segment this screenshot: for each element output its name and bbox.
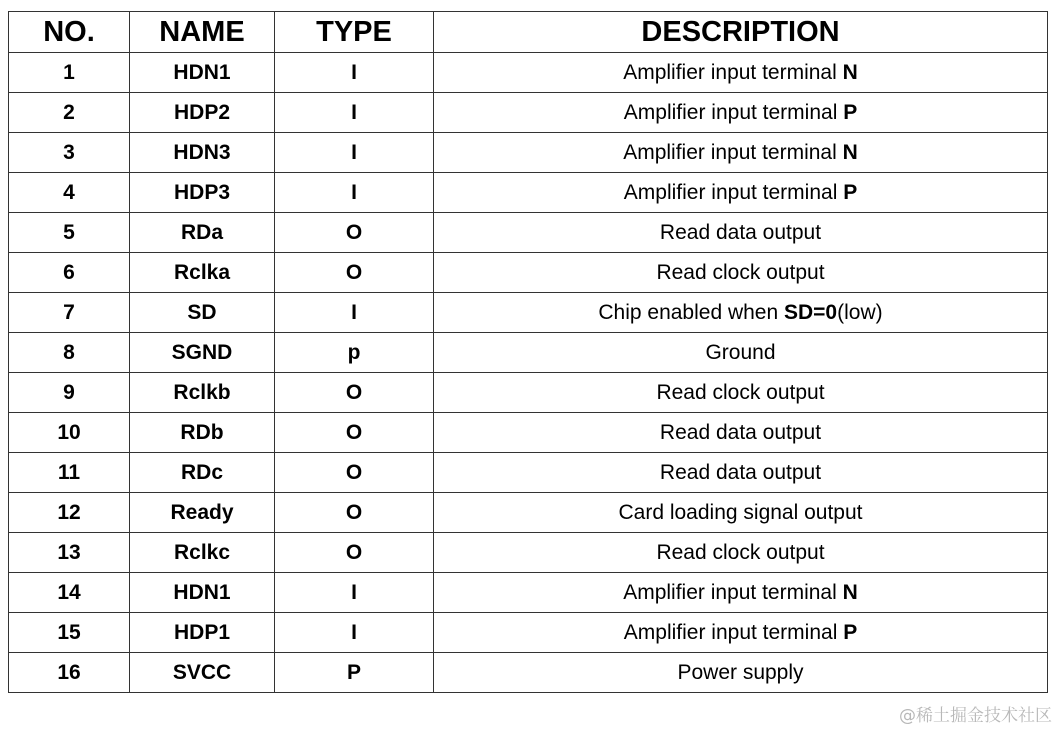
pin-type: I <box>275 573 434 613</box>
description-text: Read data output <box>659 460 822 484</box>
pin-description <box>434 333 1048 373</box>
pin-type: O <box>275 533 434 573</box>
table-row <box>9 453 1048 493</box>
pin-number: 1 <box>9 53 130 93</box>
pin-number: 9 <box>9 373 130 413</box>
pin-description <box>434 293 1048 333</box>
pin-table <box>8 11 1048 693</box>
table-row <box>9 133 1048 173</box>
table-row <box>9 93 1048 133</box>
table-body <box>9 53 1048 693</box>
pin-number: 6 <box>9 253 130 293</box>
description-text: Read clock output <box>656 260 825 284</box>
pin-number: 12 <box>9 493 130 533</box>
pin-description <box>434 53 1048 93</box>
pin-name: HDP2 <box>130 93 275 133</box>
table-row <box>9 373 1048 413</box>
pin-number: 15 <box>9 613 130 653</box>
pin-name: Rclkc <box>130 533 275 573</box>
description-emphasis: P <box>843 100 858 124</box>
pin-name: HDP3 <box>130 173 275 213</box>
header-name: NAME <box>130 12 275 53</box>
description-text: Read clock output <box>656 540 825 564</box>
pin-type: p <box>275 333 434 373</box>
header-type: TYPE <box>275 12 434 53</box>
pin-name: Rclka <box>130 253 275 293</box>
pin-type: I <box>275 293 434 333</box>
pin-description <box>434 573 1048 613</box>
table-row <box>9 213 1048 253</box>
pin-number: 13 <box>9 533 130 573</box>
description-text: Card loading signal output <box>618 500 863 524</box>
pin-number: 2 <box>9 93 130 133</box>
pin-name: Ready <box>130 493 275 533</box>
pin-description <box>434 653 1048 693</box>
table-row <box>9 173 1048 213</box>
pin-description <box>434 173 1048 213</box>
pin-name: RDa <box>130 213 275 253</box>
pin-number: 8 <box>9 333 130 373</box>
description-text: Amplifier input terminal <box>623 100 844 124</box>
pin-type: O <box>275 453 434 493</box>
pin-number: 14 <box>9 573 130 613</box>
description-emphasis: N <box>842 580 858 604</box>
pin-name: HDN1 <box>130 53 275 93</box>
pin-description <box>434 253 1048 293</box>
pin-description <box>434 133 1048 173</box>
pin-description <box>434 413 1048 453</box>
description-text: Read data output <box>659 220 822 244</box>
pin-number: 7 <box>9 293 130 333</box>
description-text: Read clock output <box>656 380 825 404</box>
description-emphasis: P <box>843 620 858 644</box>
pin-description <box>434 533 1048 573</box>
header-no: NO. <box>9 12 130 53</box>
description-emphasis: SD=0 <box>784 300 838 324</box>
pin-type: O <box>275 213 434 253</box>
pin-number: 11 <box>9 453 130 493</box>
pin-name: RDc <box>130 453 275 493</box>
watermark: @稀土掘金技术社区 <box>899 706 1052 726</box>
pin-type: I <box>275 53 434 93</box>
pin-name: SVCC <box>130 653 275 693</box>
pin-number: 4 <box>9 173 130 213</box>
pin-type: I <box>275 93 434 133</box>
pin-number: 10 <box>9 413 130 453</box>
description-text: Amplifier input terminal <box>623 180 844 204</box>
pin-type: O <box>275 253 434 293</box>
pin-name: Rclkb <box>130 373 275 413</box>
pin-number: 16 <box>9 653 130 693</box>
table-row <box>9 533 1048 573</box>
pin-type: O <box>275 373 434 413</box>
pin-number: 5 <box>9 213 130 253</box>
description-text: Ground <box>705 340 776 364</box>
pin-name: HDN3 <box>130 133 275 173</box>
pin-type: P <box>275 653 434 693</box>
description-text: Chip enabled when <box>598 300 784 324</box>
description-emphasis: N <box>842 60 858 84</box>
pin-name: HDN1 <box>130 573 275 613</box>
pin-type: I <box>275 613 434 653</box>
description-emphasis: P <box>843 180 858 204</box>
pin-description <box>434 453 1048 493</box>
description-text: Amplifier input terminal <box>623 140 843 164</box>
description-suffix: (low) <box>837 300 883 324</box>
pin-description <box>434 93 1048 133</box>
pin-type: O <box>275 493 434 533</box>
table-row <box>9 293 1048 333</box>
pin-number: 3 <box>9 133 130 173</box>
table-row <box>9 53 1048 93</box>
pin-name: SGND <box>130 333 275 373</box>
description-text: Amplifier input terminal <box>623 580 843 604</box>
table-row <box>9 613 1048 653</box>
pin-description <box>434 493 1048 533</box>
table-row <box>9 333 1048 373</box>
pin-type: I <box>275 173 434 213</box>
pin-name: HDP1 <box>130 613 275 653</box>
header-row <box>9 12 1048 53</box>
table-row <box>9 493 1048 533</box>
pin-description <box>434 373 1048 413</box>
table-row <box>9 653 1048 693</box>
description-text: Amplifier input terminal <box>623 60 843 84</box>
description-text: Power supply <box>677 660 804 684</box>
header-description: DESCRIPTION <box>434 12 1048 53</box>
pin-name: SD <box>130 293 275 333</box>
description-text: Amplifier input terminal <box>623 620 844 644</box>
table-row <box>9 413 1048 453</box>
pin-type: I <box>275 133 434 173</box>
pin-description <box>434 613 1048 653</box>
pin-name: RDb <box>130 413 275 453</box>
pin-type: O <box>275 413 434 453</box>
description-emphasis: N <box>842 140 858 164</box>
description-text: Read data output <box>659 420 822 444</box>
pin-description <box>434 213 1048 253</box>
table-row <box>9 573 1048 613</box>
table-row <box>9 253 1048 293</box>
